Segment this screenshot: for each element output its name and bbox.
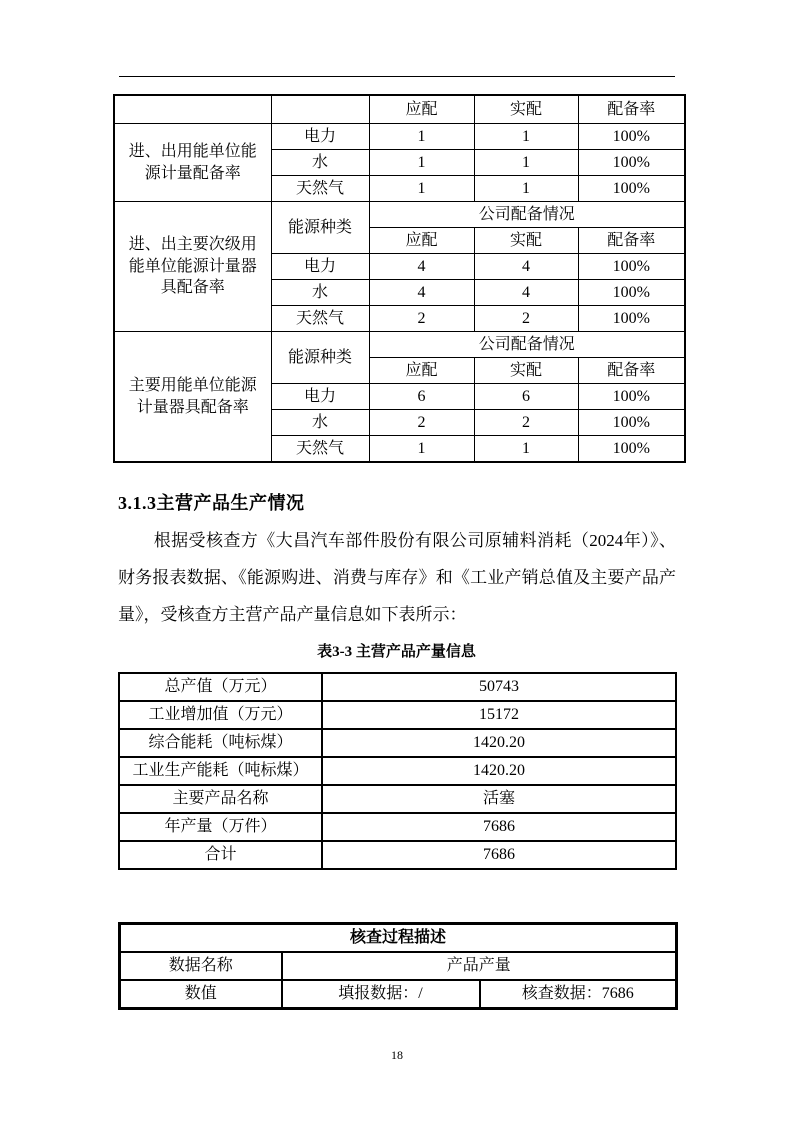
- equipment-ratio-table: [113, 94, 686, 463]
- actual-equip: 2: [474, 306, 578, 332]
- actual-equip: 1: [474, 150, 578, 176]
- page-number: 18: [391, 1048, 403, 1062]
- actual-equip: 4: [474, 280, 578, 306]
- section-heading: 3.1.3主营产品生产情况: [118, 493, 305, 513]
- equip-rate: 100%: [578, 254, 685, 280]
- sub-column-header: 应配: [369, 228, 474, 254]
- sub-column-header: 实配: [474, 358, 578, 384]
- product-info-value: 7686: [322, 813, 676, 841]
- actual-equip: 1: [474, 436, 578, 463]
- company-status-header: 公司配备情况: [369, 332, 685, 358]
- energy-type-header: 能源种类: [271, 202, 369, 254]
- data-name-label: 数据名称: [120, 952, 282, 980]
- product-info-value: 1420.20: [322, 729, 676, 757]
- energy-type: 天然气: [271, 436, 369, 463]
- actual-equip: 1: [474, 176, 578, 202]
- sub-column-header: 应配: [369, 358, 474, 384]
- sub-column-header: 配备率: [578, 358, 685, 384]
- sub-column-header: 配备率: [578, 228, 685, 254]
- should-equip: 6: [369, 384, 474, 410]
- should-equip: 1: [369, 436, 474, 463]
- verification-table: [118, 922, 678, 1010]
- verified-data: 核查数据：7686: [480, 980, 677, 1009]
- should-equip: 1: [369, 176, 474, 202]
- product-info-value: 15172: [322, 701, 676, 729]
- product-output-table-body: [119, 673, 676, 869]
- product-info-label: 综合能耗（吨标煤）: [119, 729, 322, 757]
- energy-type: 天然气: [271, 176, 369, 202]
- product-info-value: 1420.20: [322, 757, 676, 785]
- column-header: [271, 95, 369, 124]
- equip-rate: 100%: [578, 124, 685, 150]
- should-equip: 2: [369, 306, 474, 332]
- energy-type: 水: [271, 410, 369, 436]
- should-equip: 1: [369, 124, 474, 150]
- actual-equip: 4: [474, 254, 578, 280]
- energy-type-header: 能源种类: [271, 332, 369, 384]
- energy-type: 天然气: [271, 306, 369, 332]
- row-group-label: 进、出主要次级用能单位能源计量器具配备率: [114, 202, 271, 332]
- column-header: 应配: [369, 95, 474, 124]
- should-equip: 2: [369, 410, 474, 436]
- header-rule: [119, 76, 675, 77]
- column-header: [114, 95, 271, 124]
- product-info-label: 总产值（万元）: [119, 673, 322, 701]
- column-header: 配备率: [578, 95, 685, 124]
- reported-data: 填报数据：/: [282, 980, 480, 1009]
- actual-equip: 6: [474, 384, 578, 410]
- energy-type: 水: [271, 280, 369, 306]
- product-info-value: 活塞: [322, 785, 676, 813]
- section-paragraph: 根据受核查方《大昌汽车部件股份有限公司原辅料消耗（2024年）》、财务报表数据、《能源购进、消费与库存》和《工业产销总值及主要产品产量》，受核查方主营产品产量信息如下表所示：: [118, 531, 676, 624]
- equip-rate: 100%: [578, 306, 685, 332]
- energy-type: 电力: [271, 384, 369, 410]
- energy-type: 水: [271, 150, 369, 176]
- product-info-label: 工业增加值（万元）: [119, 701, 322, 729]
- should-equip: 4: [369, 280, 474, 306]
- equip-rate: 100%: [578, 384, 685, 410]
- should-equip: 1: [369, 150, 474, 176]
- equip-rate: 100%: [578, 176, 685, 202]
- equip-rate: 100%: [578, 410, 685, 436]
- company-status-header: 公司配备情况: [369, 202, 685, 228]
- equip-rate: 100%: [578, 150, 685, 176]
- row-group-label: 进、出用能单位能源计量配备率: [114, 124, 271, 202]
- product-info-label: 年产量（万件）: [119, 813, 322, 841]
- energy-type: 电力: [271, 124, 369, 150]
- energy-type: 电力: [271, 254, 369, 280]
- equip-rate: 100%: [578, 436, 685, 463]
- actual-equip: 2: [474, 410, 578, 436]
- should-equip: 4: [369, 254, 474, 280]
- product-output-table: [118, 672, 677, 870]
- sub-column-header: 实配: [474, 228, 578, 254]
- equip-rate: 100%: [578, 280, 685, 306]
- row-group-label: 主要用能单位能源计量器具配备率: [114, 332, 271, 463]
- product-info-label: 工业生产能耗（吨标煤）: [119, 757, 322, 785]
- table-caption: 表3-3 主营产品产量信息: [317, 644, 476, 660]
- product-info-label: 主要产品名称: [119, 785, 322, 813]
- verification-title: 核查过程描述: [120, 924, 677, 953]
- equipment-ratio-table-body: [114, 95, 685, 462]
- product-info-value: 7686: [322, 841, 676, 869]
- product-info-value: 50743: [322, 673, 676, 701]
- column-header: 实配: [474, 95, 578, 124]
- product-info-label: 合计: [119, 841, 322, 869]
- actual-equip: 1: [474, 124, 578, 150]
- data-name-value: 产品产量: [282, 952, 677, 980]
- value-label: 数值: [120, 980, 282, 1009]
